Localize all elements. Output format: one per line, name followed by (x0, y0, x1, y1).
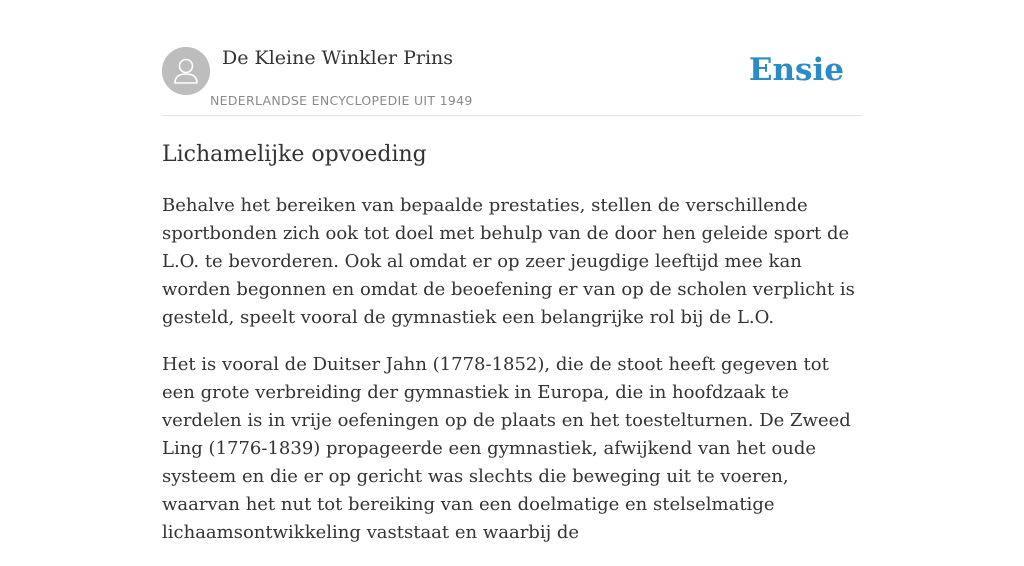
brand-logo-link[interactable]: Ensie (748, 52, 844, 88)
article-body (162, 192, 862, 566)
article-paragraph: Behalve het bereiken van bepaalde prestaties, stellen de verschillende sportbonden zich ook tot doel met behulp van de door hen geleide sport de L.O. te bevorderen. Ook al omdat er op zeer jeugdige leeftijd mee kan worden begonnen en omdat de beoefening er van op de scholen verplicht is gesteld, speelt vooral de gymnastiek een belangrijke rol bij de L.O. (162, 195, 855, 328)
author-name[interactable]: De Kleine Winkler Prins (222, 47, 454, 69)
encyclopedia-subtitle: NEDERLANDSE ENCYCLOPEDIE UIT 1949 (210, 93, 473, 108)
article-paragraph: Het is vooral de Duitser Jahn (1778-1852), die de stoot heeft gegeven tot een grote verbreiding der gymnastiek in Europa, die in hoofdzaak te verdelen is in vrije oefeningen op de plaats en het toestelturnen. De Zweed Ling (1776-1839) propageerde een gymnastiek, afwijkend van het oude systeem en die er op gericht was slechts die beweging uit te voeren, waarvan het nut tot bereiking van een doelmatige en stelselmatige lichaamsontwikkeling vaststaat en waarbij de (162, 354, 851, 543)
avatar-graphic (162, 47, 210, 95)
user-silhouette-icon[interactable] (162, 47, 210, 95)
site-header (162, 46, 862, 116)
article-title: Lichamelijke opvoeding (162, 142, 427, 167)
